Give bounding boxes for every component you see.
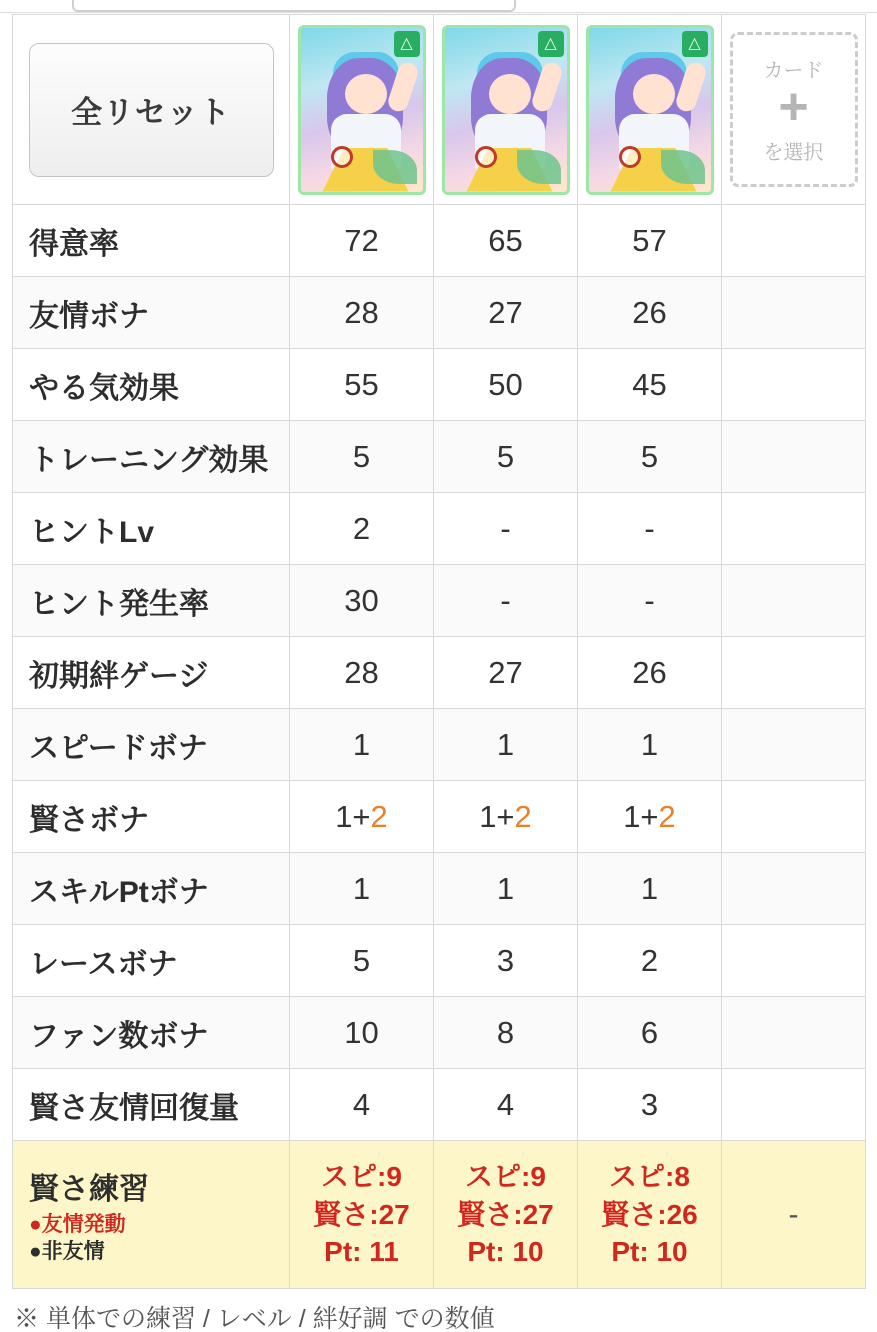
card-slot-empty[interactable] bbox=[722, 15, 866, 205]
summary-lines bbox=[434, 1158, 577, 1271]
summary-line: スピ:8 bbox=[609, 1160, 690, 1192]
row-label: 賢さボナ bbox=[13, 781, 290, 853]
row-value: 72 bbox=[290, 205, 434, 277]
row-value: 28 bbox=[290, 277, 434, 349]
row-value: 65 bbox=[434, 205, 578, 277]
legend-nonfriendship: ●非友情 bbox=[29, 1239, 105, 1263]
row-value: 2 bbox=[290, 493, 434, 565]
card-thumbnail[interactable] bbox=[442, 25, 570, 195]
row-value-base: 1+ bbox=[335, 798, 371, 834]
row-value bbox=[722, 565, 866, 637]
row-value bbox=[722, 277, 866, 349]
row-value bbox=[722, 709, 866, 781]
table-row bbox=[13, 853, 866, 925]
face-shape bbox=[489, 74, 531, 114]
row-label: レースボナ bbox=[13, 925, 290, 997]
row-value: 27 bbox=[434, 277, 578, 349]
row-value bbox=[722, 421, 866, 493]
row-value-extra: 2 bbox=[514, 798, 532, 834]
row-value: 27 bbox=[434, 637, 578, 709]
row-value bbox=[722, 997, 866, 1069]
row-value-base: 1+ bbox=[623, 798, 659, 834]
summary-line: スピ:9 bbox=[465, 1160, 546, 1192]
face-shape bbox=[345, 74, 387, 114]
table-row bbox=[13, 781, 866, 853]
row-value bbox=[434, 781, 578, 853]
row-value: 5 bbox=[434, 421, 578, 493]
row-label: ファン数ボナ bbox=[13, 997, 290, 1069]
row-value-extra: 2 bbox=[658, 798, 676, 834]
card-comparison-table bbox=[12, 14, 866, 1289]
row-label: ヒント発生率 bbox=[13, 565, 290, 637]
table-row bbox=[13, 565, 866, 637]
row-value bbox=[578, 781, 722, 853]
summary-line: スピ:9 bbox=[321, 1160, 402, 1192]
reset-cell bbox=[13, 15, 290, 205]
summary-line: 賢さ:27 bbox=[457, 1198, 554, 1230]
row-value-extra: 2 bbox=[370, 798, 388, 834]
row-value: 28 bbox=[290, 637, 434, 709]
summary-line: 賢さ:26 bbox=[601, 1198, 698, 1230]
row-value: 1 bbox=[578, 709, 722, 781]
row-value: 26 bbox=[578, 277, 722, 349]
footnote: ※ 単体での練習 / レベル / 絆好調 での数値 bbox=[14, 1305, 495, 1332]
row-value bbox=[722, 853, 866, 925]
add-card-bottom-label: を選択 bbox=[763, 142, 824, 165]
row-value: - bbox=[434, 493, 578, 565]
row-value bbox=[722, 349, 866, 421]
row-label: ヒントLv bbox=[13, 493, 290, 565]
row-value: 50 bbox=[434, 349, 578, 421]
summary-lines bbox=[578, 1158, 721, 1271]
row-value: 1 bbox=[290, 853, 434, 925]
row-value bbox=[722, 205, 866, 277]
row-label: スピードボナ bbox=[13, 709, 290, 781]
card-thumbnail[interactable] bbox=[586, 25, 714, 195]
row-value: 26 bbox=[578, 637, 722, 709]
legend-friendship: ●友情発動 bbox=[29, 1213, 126, 1237]
table-row bbox=[13, 1069, 866, 1141]
row-value: 1 bbox=[578, 853, 722, 925]
summary-line: Pt: 10 bbox=[611, 1236, 688, 1268]
row-label: 友情ボナ bbox=[13, 277, 290, 349]
row-value: 3 bbox=[578, 1069, 722, 1141]
graduation-cap-icon: △ bbox=[538, 31, 564, 57]
table-row bbox=[13, 277, 866, 349]
row-value: - bbox=[578, 493, 722, 565]
table-row bbox=[13, 997, 866, 1069]
summary-label-cell bbox=[13, 1141, 290, 1289]
summary-cell bbox=[434, 1141, 578, 1289]
row-value bbox=[290, 781, 434, 853]
plus-icon: + bbox=[778, 77, 809, 136]
row-value: 4 bbox=[290, 1069, 434, 1141]
row-value: 6 bbox=[578, 997, 722, 1069]
row-value bbox=[722, 493, 866, 565]
row-value-base: 1+ bbox=[479, 798, 515, 834]
table-row bbox=[13, 637, 866, 709]
table-row bbox=[13, 925, 866, 997]
row-value: 55 bbox=[290, 349, 434, 421]
card-slot-2[interactable] bbox=[434, 15, 578, 205]
row-value: 4 bbox=[434, 1069, 578, 1141]
top-strip bbox=[0, 0, 877, 14]
summary-line: Pt: 10 bbox=[467, 1236, 544, 1268]
row-value: 5 bbox=[290, 421, 434, 493]
row-value bbox=[722, 1069, 866, 1141]
row-value: 1 bbox=[434, 853, 578, 925]
row-label: トレーニング効果 bbox=[13, 421, 290, 493]
graduation-cap-icon: △ bbox=[394, 31, 420, 57]
row-value: - bbox=[578, 565, 722, 637]
row-value: 2 bbox=[578, 925, 722, 997]
row-label: やる気効果 bbox=[13, 349, 290, 421]
row-value: 3 bbox=[434, 925, 578, 997]
reset-all-button[interactable]: 全リセット bbox=[29, 43, 274, 177]
row-value: 30 bbox=[290, 565, 434, 637]
row-label: スキルPtボナ bbox=[13, 853, 290, 925]
row-value: 45 bbox=[578, 349, 722, 421]
row-value: 5 bbox=[290, 925, 434, 997]
row-value bbox=[722, 637, 866, 709]
ball-shape bbox=[619, 146, 641, 168]
summary-title: 賢さ練習 bbox=[29, 1173, 149, 1207]
row-value: - bbox=[434, 565, 578, 637]
card-slot-3[interactable] bbox=[578, 15, 722, 205]
summary-row bbox=[13, 1141, 866, 1289]
row-value: 5 bbox=[578, 421, 722, 493]
summary-cell bbox=[578, 1141, 722, 1289]
table-row bbox=[13, 421, 866, 493]
row-value bbox=[722, 781, 866, 853]
row-label: 初期絆ゲージ bbox=[13, 637, 290, 709]
table-row bbox=[13, 205, 866, 277]
table-header-row bbox=[13, 15, 866, 205]
row-value: 10 bbox=[290, 997, 434, 1069]
table-row bbox=[13, 709, 866, 781]
row-value bbox=[722, 925, 866, 997]
graduation-cap-icon: △ bbox=[682, 31, 708, 57]
summary-legend bbox=[29, 1212, 289, 1265]
add-card-button[interactable] bbox=[730, 32, 858, 187]
row-value: 1 bbox=[434, 709, 578, 781]
ball-shape bbox=[331, 146, 353, 168]
row-label: 得意率 bbox=[13, 205, 290, 277]
add-card-top-label: カード bbox=[763, 59, 824, 82]
card-thumbnail[interactable] bbox=[298, 25, 426, 195]
card-slot-1[interactable] bbox=[290, 15, 434, 205]
summary-cell-empty: - bbox=[722, 1141, 866, 1289]
row-value: 57 bbox=[578, 205, 722, 277]
table-row bbox=[13, 493, 866, 565]
row-value: 8 bbox=[434, 997, 578, 1069]
face-shape bbox=[633, 74, 675, 114]
row-value: 1 bbox=[290, 709, 434, 781]
ball-shape bbox=[475, 146, 497, 168]
table-row bbox=[13, 349, 866, 421]
summary-cell bbox=[290, 1141, 434, 1289]
top-divider bbox=[0, 12, 877, 13]
summary-line: 賢さ:27 bbox=[313, 1198, 410, 1230]
search-input[interactable] bbox=[72, 0, 516, 12]
summary-line: Pt: 11 bbox=[324, 1236, 399, 1268]
row-label: 賢さ友情回復量 bbox=[13, 1069, 290, 1141]
summary-lines bbox=[290, 1158, 433, 1271]
